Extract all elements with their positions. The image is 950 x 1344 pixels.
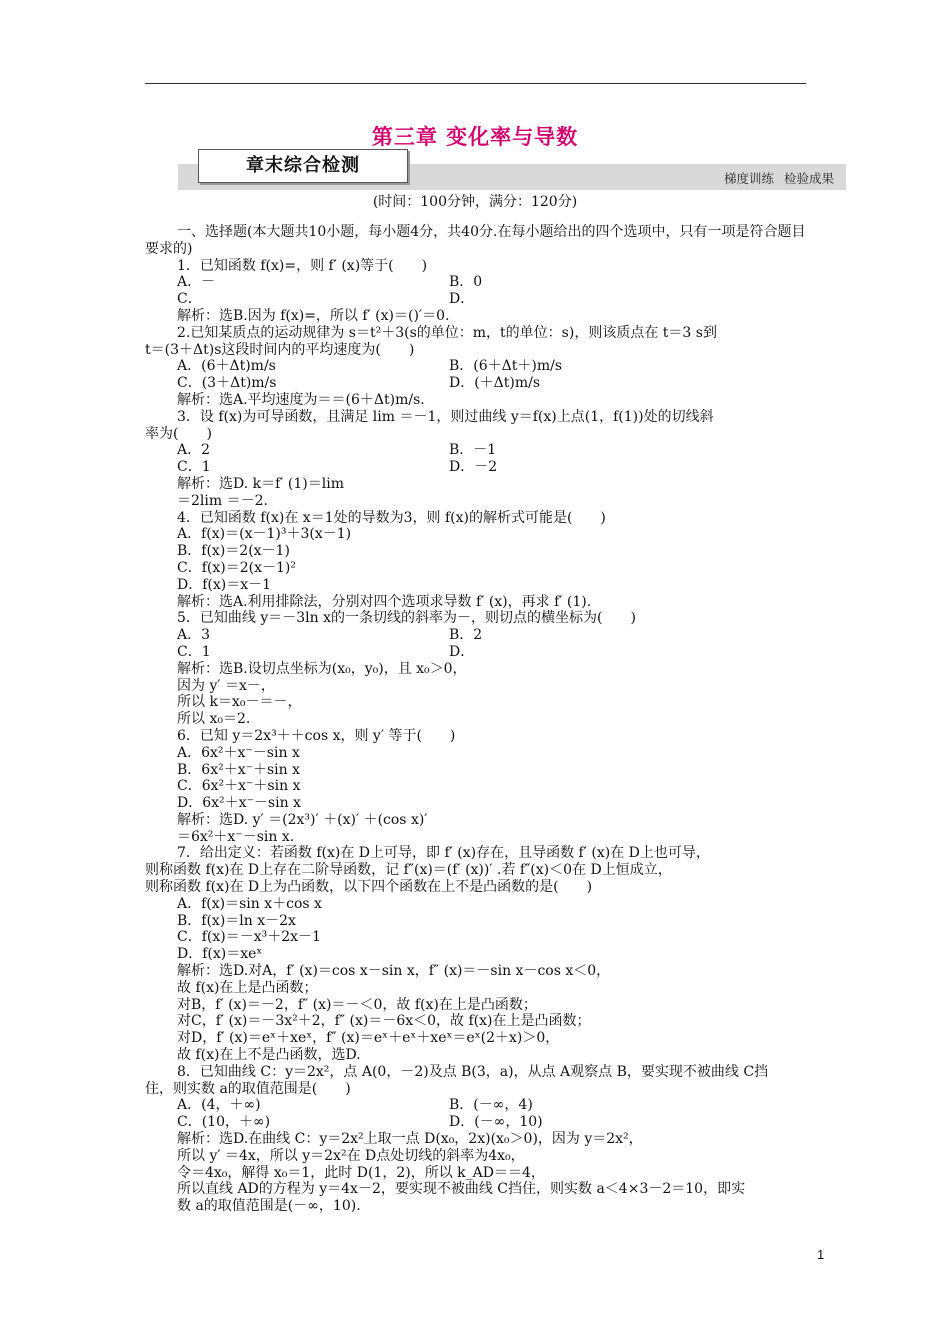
option-text: A．－ <box>177 274 216 291</box>
text-line: 解析：选D. k＝f′ (1)＝lim <box>177 475 344 492</box>
option-text: B．－1 <box>449 442 497 459</box>
text-line: A．f(x)＝(x－1)³＋3(x－1) <box>177 526 352 543</box>
text-line: 1．已知函数 f(x)=，则 f′ (x)等于( ) <box>177 257 428 274</box>
text-line: D．f(x)＝x－1 <box>177 576 272 593</box>
text-line: 令＝4x₀，解得 x₀＝1，此时 D(1，2)，所以 k_AD＝＝4， <box>177 1164 545 1181</box>
text-line: 数 a的取值范围是(－∞，10). <box>177 1198 361 1215</box>
option-row <box>145 627 810 644</box>
text-line: C．f(x)＝－x³＋2x－1 <box>177 929 321 946</box>
option-row <box>145 274 810 291</box>
text-line: B．6x²＋x⁻＋sin x <box>177 761 301 778</box>
text-line: 解析：选A.平均速度为＝＝(6＋Δt)m/s. <box>177 391 425 408</box>
text-line: 解析：选D.对A，f′ (x)＝cos x－sin x，f″ (x)＝－sin x－cos x＜0， <box>177 963 611 980</box>
page-number: 1 <box>817 1247 825 1262</box>
text-line: 解析：选B.因为 f(x)=，所以 f′ (x)＝()′＝0. <box>177 307 450 324</box>
option-row <box>145 291 810 308</box>
option-text: C． <box>177 291 202 308</box>
text-line: A．6x²＋x⁻－sin x <box>177 744 300 761</box>
option-text: D．－2 <box>449 459 498 476</box>
text-line: t＝(3＋Δt)s这段时间内的平均速度为( ) <box>145 341 415 358</box>
option-text: D． <box>449 291 475 308</box>
text-line: 解析：选B.设切点坐标为(x₀，y₀)，且 x₀＞0， <box>177 660 467 677</box>
text-line: 6．已知 y＝2x³＋＋cos x，则 y′ 等于( ) <box>177 727 456 744</box>
option-text: B．2 <box>449 627 483 644</box>
text-line: 所以 y′ ＝4x，所以 y＝2x²在 D点处切线的斜率为4x₀， <box>177 1147 525 1164</box>
option-text: D． <box>449 643 475 660</box>
option-row <box>145 459 810 476</box>
banner-slogan: 梯度训练 检验成果 <box>724 171 834 186</box>
text-line: 因为 y′ ＝x－， <box>177 677 275 694</box>
text-line: 3．设 f(x)为可导函数，且满足 lim ＝－1，则过曲线 y＝f(x)上点(1，f(1))处的切线斜 <box>177 408 714 425</box>
section-intro: 一、选择题(本大题共10小题，每小题4分，共40分.在每小题给出的四个选项中，只有一项是符合题目要求的) <box>145 224 806 257</box>
text-line: 所以 x₀＝2. <box>177 711 251 728</box>
option-text: A．3 <box>177 627 211 644</box>
text-line: 对B，f′ (x)＝－2，f″ (x)＝－＜0，故 f(x)在上是凸函数； <box>177 996 537 1013</box>
text-line: 解析：选D.在曲线 C：y＝2x²上取一点 D(x₀，2x)(x₀＞0)，因为 y＝2x²， <box>177 1131 643 1148</box>
text-line: A．f(x)＝sin x＋cos x <box>177 895 322 912</box>
option-text: C．1 <box>177 459 211 476</box>
text-line: 率为( ) <box>145 425 212 442</box>
text-line: 2.已知某质点的运动规律为 s＝t²＋3(s的单位：m，t的单位：s)，则该质点在 t＝3 s到 <box>177 324 717 341</box>
text-line: 8．已知曲线 C：y＝2x²，点 A(0，－2)及点 B(3，a)，从点 A观察点 B，要实现不被曲线 C挡 <box>177 1063 769 1080</box>
question-lines <box>145 258 810 1215</box>
option-row <box>145 358 810 375</box>
text-line: B．f(x)＝ln x－2x <box>177 912 296 929</box>
option-text: B．0 <box>449 274 483 291</box>
time-info: (时间：100分钟，满分：120分) <box>372 194 578 210</box>
option-text: C．(3＋Δt)m/s <box>177 375 277 392</box>
option-text: B．(6＋Δt＋)m/s <box>449 358 563 375</box>
text-line: 7．给出定义：若函数 f(x)在 D上可导，即 f′ (x)存在，且导函数 f′ (x)在 D上也可导， <box>177 845 710 862</box>
option-row <box>145 442 810 459</box>
document-body <box>145 224 810 1215</box>
text-line: 5．已知曲线 y＝－3ln x的一条切线的斜率为－，则切点的横坐标为( ) <box>177 610 636 627</box>
text-line: ＝6x²＋x⁻－sin x. <box>177 828 295 845</box>
option-text: A．(6＋Δt)m/s <box>177 358 276 375</box>
text-line: 对D，f′ (x)＝eˣ＋xeˣ，f″ (x)＝eˣ＋eˣ＋xeˣ＝eˣ(2＋x)＞0， <box>177 1030 560 1047</box>
text-line: 对C，f′ (x)＝－3x²＋2，f″ (x)＝－6x＜0，故 f(x)在上是凸函数； <box>177 1013 591 1030</box>
option-row <box>145 375 810 392</box>
option-row <box>145 1114 810 1131</box>
text-line: 解析：选A.利用排除法，分别对四个选项求导数 f′ (x)，再求 f′ (1). <box>177 593 592 610</box>
text-line: 则称函数 f(x)在 D上为凸函数，以下四个函数在上不是凸函数的是( ) <box>145 879 593 896</box>
text-line: 故 f(x)在上不是凸函数，选D. <box>177 1047 361 1064</box>
option-text: B．(－∞，4) <box>449 1097 533 1114</box>
text-line: D．6x²＋x⁻－sin x <box>177 795 301 812</box>
text-line: 4．已知函数 f(x)在 x＝1处的导数为3，则 f(x)的解析式可能是( ) <box>177 509 606 526</box>
chapter-title: 第三章 变化率与导数 <box>371 125 579 149</box>
option-row <box>145 1097 810 1114</box>
section-title: 章末综合检测 <box>198 149 408 183</box>
text-line: 所以 k＝x₀－＝－， <box>177 694 302 711</box>
text-line: 故 f(x)在上是凸函数； <box>177 979 318 996</box>
text-line: B．f(x)＝2(x－1) <box>177 543 290 560</box>
text-line: C．f(x)＝2(x－1)² <box>177 559 296 576</box>
header-rule <box>145 83 806 84</box>
option-text: A．2 <box>177 442 211 459</box>
text-line: 则称函数 f(x)在 D上存在二阶导函数，记 f″(x)＝(f′ (x))′ .若 f″(x)＜0在 D上恒成立， <box>145 862 672 879</box>
text-line: 解析：选D. y′ ＝(2x³)′ ＋(x)′ ＋(cos x)′ <box>177 811 428 828</box>
option-text: A．(4，＋∞) <box>177 1097 261 1114</box>
option-row <box>145 644 810 661</box>
option-text: D．(＋Δt)m/s <box>449 375 541 392</box>
text-line: C．6x²＋x⁻＋sin x <box>177 778 301 795</box>
text-line: 住，则实数 a的取值范围是( ) <box>145 1080 351 1097</box>
option-text: C．(10，＋∞) <box>177 1114 271 1131</box>
option-text: C．1 <box>177 643 211 660</box>
text-line: 所以直线 AD的方程为 y＝4x－2，要实现不被曲线 C挡住，则实数 a＜4×3－2＝10，即实 <box>177 1181 746 1198</box>
option-text: D．(－∞，10) <box>449 1114 543 1131</box>
text-line: ＝2lim ＝－2. <box>177 492 268 509</box>
text-line: D．f(x)＝xeˣ <box>177 946 263 963</box>
